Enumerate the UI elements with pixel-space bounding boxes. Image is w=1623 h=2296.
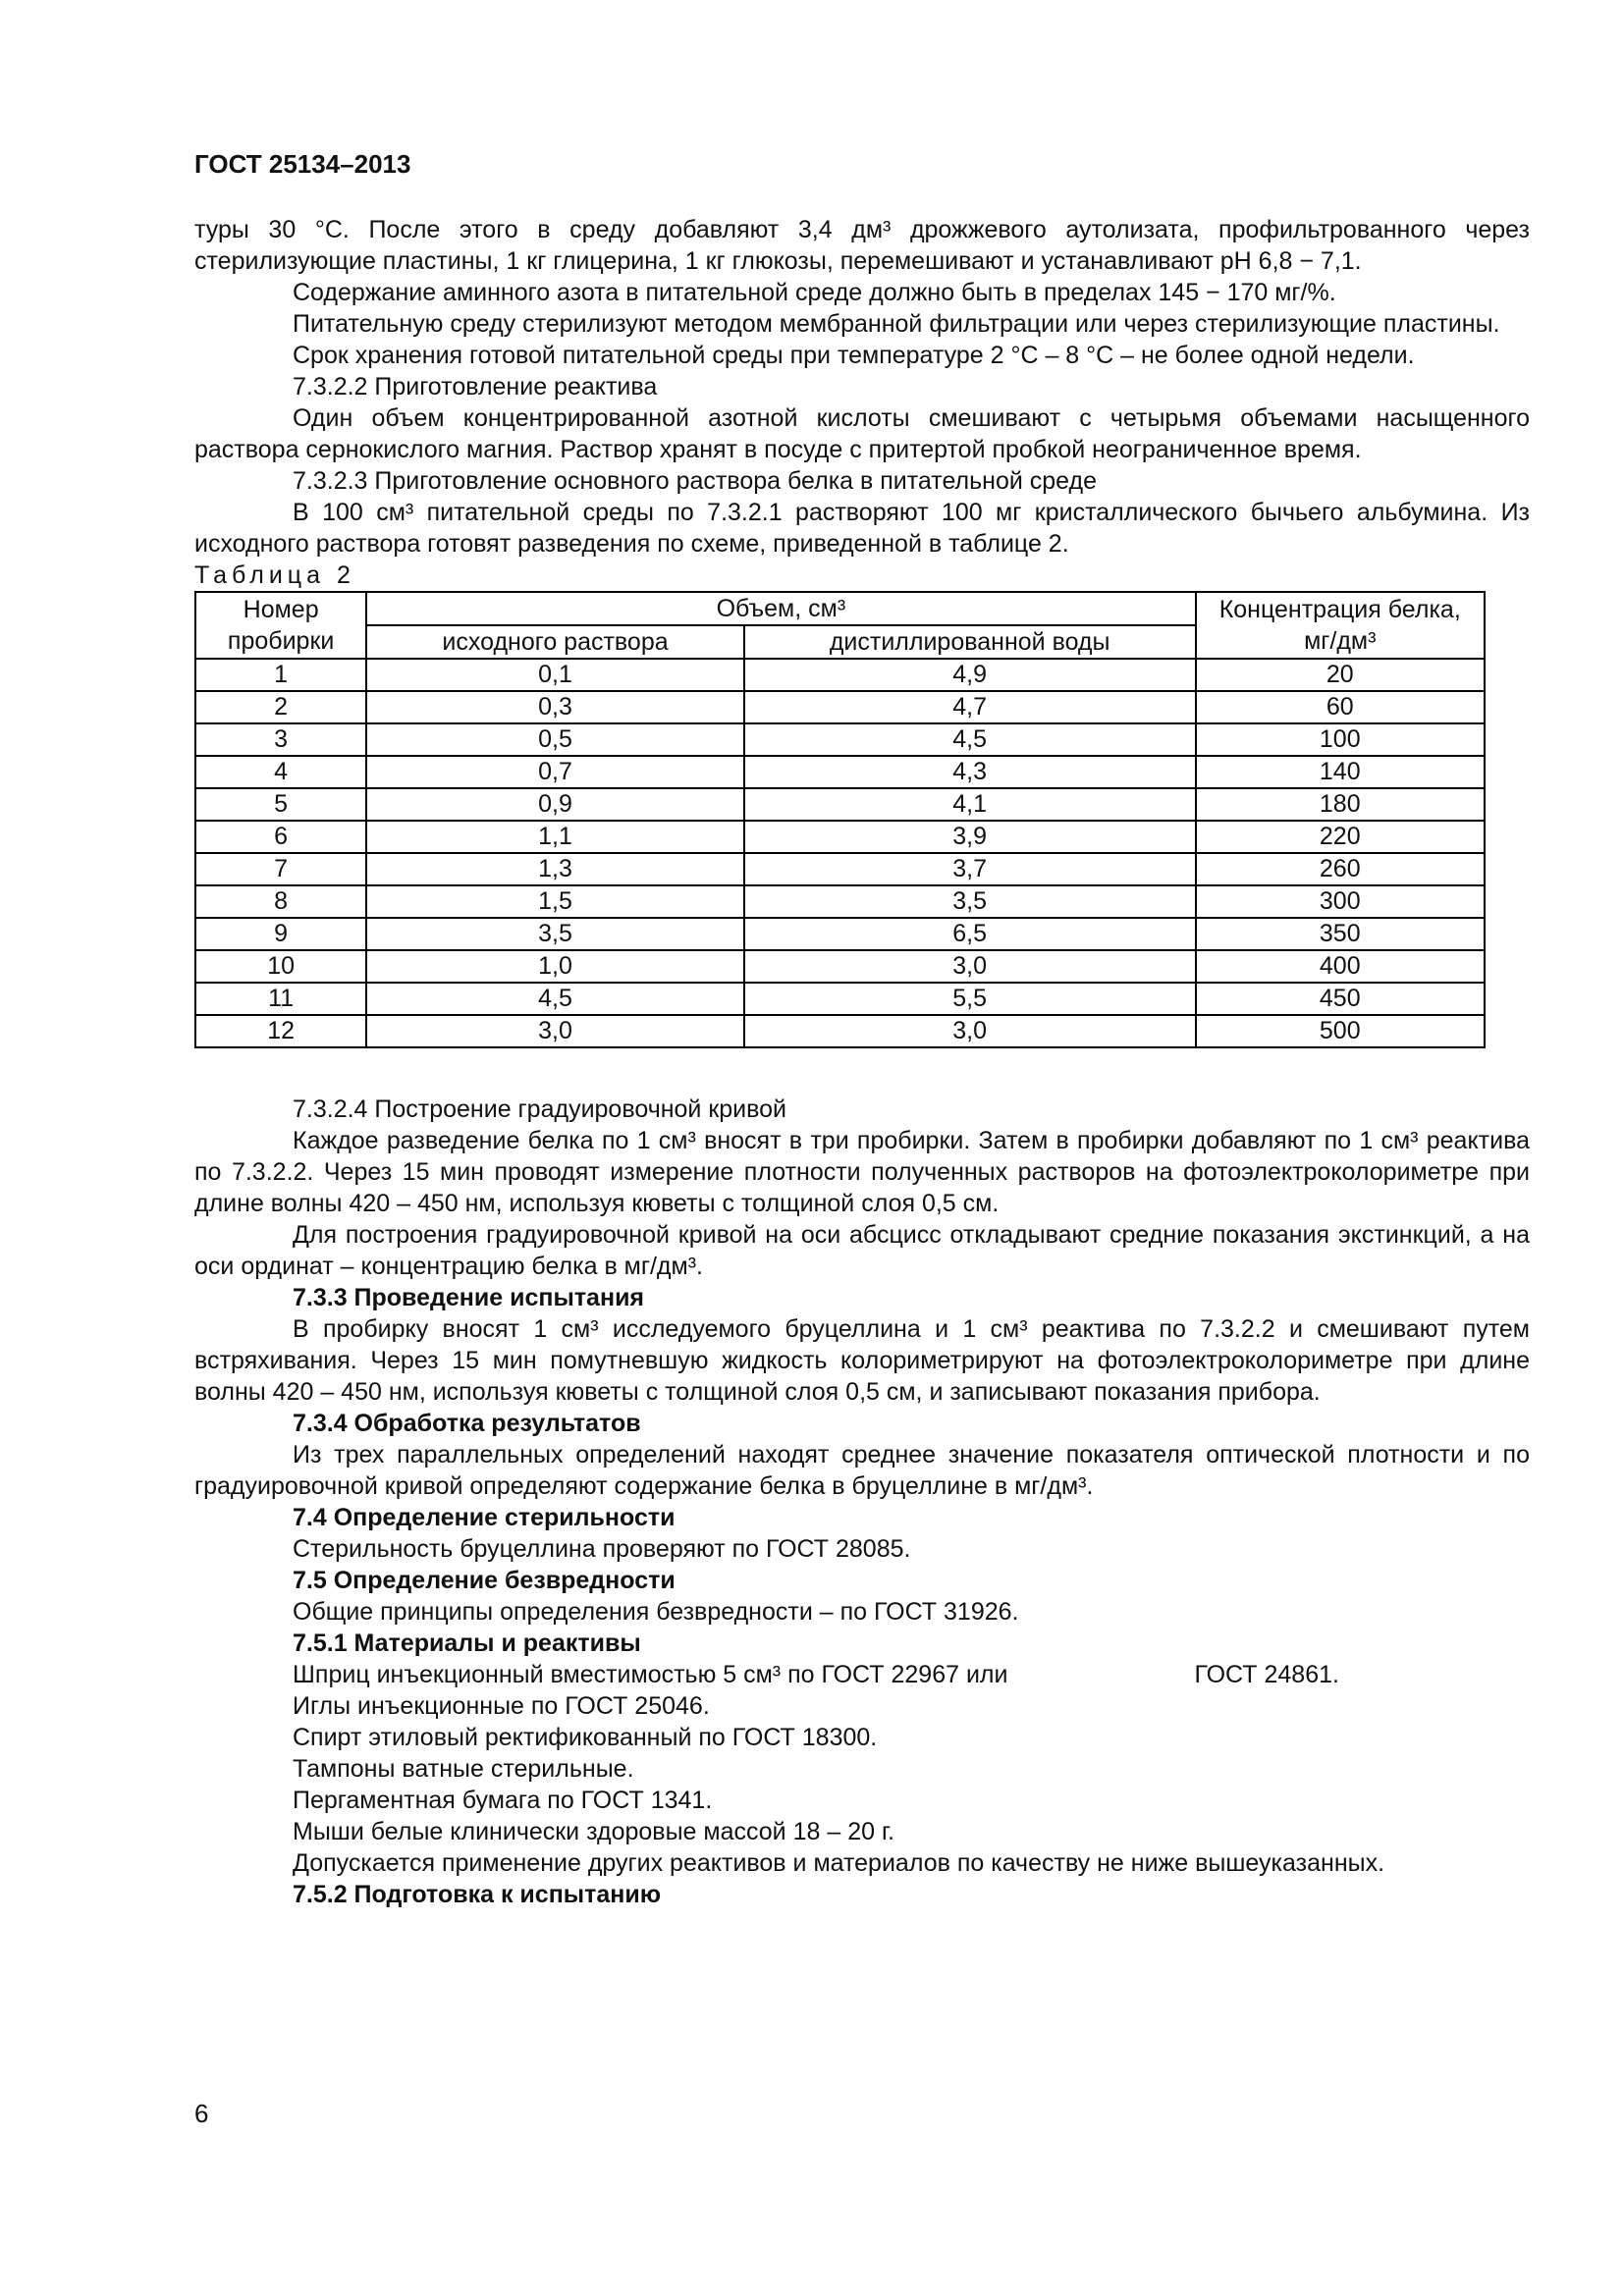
column-header-stock: исходного раствора bbox=[366, 625, 744, 659]
paragraph: Для построения градуировочной кривой на оси абсцисс откладывают средние показания экстинкций, а на оси ординат – концентрацию белка в мг/дм³. bbox=[194, 1221, 1530, 1280]
subsection-title: 7.3.2.4 Построение градуировочной кривой bbox=[293, 1095, 787, 1123]
cell-tube-number: 9 bbox=[195, 918, 366, 950]
paragraph: Тампоны ватные стерильные. bbox=[293, 1755, 634, 1783]
column-header-tube: Номер пробирки bbox=[195, 592, 366, 659]
cell-tube-number: 4 bbox=[195, 756, 366, 788]
cell-concentration: 450 bbox=[1196, 983, 1485, 1015]
cell-stock-volume: 0,1 bbox=[366, 659, 744, 691]
cell-water-volume: 4,3 bbox=[744, 756, 1196, 788]
cell-stock-volume: 3,5 bbox=[366, 918, 744, 950]
cell-stock-volume: 1,3 bbox=[366, 853, 744, 885]
standard-reference: ГОСТ 24861. bbox=[1194, 1661, 1339, 1688]
section-heading: 7.5.2 Подготовка к испытанию bbox=[293, 1881, 662, 1908]
document-body bbox=[194, 214, 1530, 1910]
table-row bbox=[195, 821, 1485, 853]
cell-water-volume: 4,9 bbox=[744, 659, 1196, 691]
cell-concentration: 500 bbox=[1196, 1015, 1485, 1047]
table-row bbox=[195, 885, 1485, 918]
section-heading: 7.3.3 Проведение испытания bbox=[293, 1284, 645, 1311]
cell-concentration: 60 bbox=[1196, 691, 1485, 723]
column-header-volume: Объем, см³ bbox=[366, 592, 1195, 625]
table-row bbox=[195, 756, 1485, 788]
dilution-table bbox=[194, 591, 1486, 1048]
table-row bbox=[195, 788, 1485, 821]
cell-stock-volume: 1,1 bbox=[366, 821, 744, 853]
paragraph: Содержание аминного азота в питательной среде должно быть в пределах 145 − 170 мг/%. bbox=[293, 279, 1336, 306]
cell-tube-number: 7 bbox=[195, 853, 366, 885]
table-row bbox=[195, 983, 1485, 1015]
cell-stock-volume: 3,0 bbox=[366, 1015, 744, 1047]
table-body bbox=[195, 659, 1485, 1047]
column-header-concentration: Концентрация белка, мг/дм³ bbox=[1196, 592, 1485, 659]
cell-water-volume: 3,0 bbox=[744, 950, 1196, 983]
subsection-title: 7.3.2.3 Приготовление основного раствора белка в питательной среде bbox=[293, 467, 1098, 495]
paragraph: Из трех параллельных определений находят среднее значение показателя оптической плотности и по градуировочной кривой определяют содержание белка в бруцеллине в мг/дм³. bbox=[194, 1441, 1530, 1500]
cell-concentration: 220 bbox=[1196, 821, 1485, 853]
paragraph: Срок хранения готовой питательной среды при температуре 2 °С – 8 °С – не более одной недели. bbox=[293, 342, 1415, 369]
cell-water-volume: 3,7 bbox=[744, 853, 1196, 885]
table-row bbox=[195, 918, 1485, 950]
cell-concentration: 180 bbox=[1196, 788, 1485, 821]
cell-concentration: 350 bbox=[1196, 918, 1485, 950]
paragraph: Питательную среду стерилизуют методом мембранной фильтрации или через стерилизующие пластины. bbox=[293, 310, 1500, 338]
paragraph: Допускается применение других реактивов и материалов по качеству не ниже вышеуказанных. bbox=[293, 1849, 1385, 1877]
paragraph: Иглы инъекционные по ГОСТ 25046. bbox=[293, 1692, 710, 1720]
cell-tube-number: 2 bbox=[195, 691, 366, 723]
cell-tube-number: 10 bbox=[195, 950, 366, 983]
cell-stock-volume: 4,5 bbox=[366, 983, 744, 1015]
cell-concentration: 100 bbox=[1196, 723, 1485, 756]
cell-stock-volume: 0,3 bbox=[366, 691, 744, 723]
cell-tube-number: 5 bbox=[195, 788, 366, 821]
cell-water-volume: 5,5 bbox=[744, 983, 1196, 1015]
cell-water-volume: 3,0 bbox=[744, 1015, 1196, 1047]
table-row bbox=[195, 691, 1485, 723]
cell-tube-number: 12 bbox=[195, 1015, 366, 1047]
cell-tube-number: 3 bbox=[195, 723, 366, 756]
cell-concentration: 300 bbox=[1196, 885, 1485, 918]
section-heading: 7.3.4 Обработка результатов bbox=[293, 1410, 641, 1437]
paragraph: Общие принципы определения безвредности – по ГОСТ 31926. bbox=[293, 1598, 1019, 1626]
paragraph: В 100 см³ питательной среды по 7.3.2.1 растворяют 100 мг кристаллического бычьего альбумина. Из исходного раствора готовят разведения по схеме, приведенной в таблице 2. bbox=[194, 499, 1530, 558]
paragraph bbox=[194, 1659, 1530, 1690]
paragraph: Спирт этиловый ректификованный по ГОСТ 18300. bbox=[293, 1724, 878, 1751]
paragraph: В пробирку вносят 1 см³ исследуемого бруцеллина и 1 см³ реактива по 7.3.2.2 и смешивают путем встряхивания. Через 15 мин помутневшую жидкость колориметрируют на фотоэлектроколориметре при длине волны 420 – 450 нм, используя кюветы с толщиной слоя 0,5 см, и записывают показания прибора. bbox=[194, 1315, 1530, 1406]
syringe-text: Шприц инъекционный вместимостью 5 см³ по ГОСТ 22967 или bbox=[293, 1661, 1008, 1688]
cell-concentration: 400 bbox=[1196, 950, 1485, 983]
table-row bbox=[195, 853, 1485, 885]
table-caption: Таблица 2 bbox=[194, 561, 355, 589]
cell-stock-volume: 1,5 bbox=[366, 885, 744, 918]
column-header-water: дистиллированной воды bbox=[744, 625, 1196, 659]
cell-water-volume: 3,5 bbox=[744, 885, 1196, 918]
table-row bbox=[195, 659, 1485, 691]
paragraph: Пергаментная бумага по ГОСТ 1341. bbox=[293, 1787, 713, 1814]
table-row bbox=[195, 950, 1485, 983]
document-header: ГОСТ 25134–2013 bbox=[194, 149, 411, 179]
paragraph: Стерильность бруцеллина проверяют по ГОСТ 28085. bbox=[293, 1535, 911, 1563]
cell-water-volume: 4,7 bbox=[744, 691, 1196, 723]
subsection-title: 7.3.2.2 Приготовление реактива bbox=[293, 373, 658, 400]
section-heading: 7.4 Определение стерильности bbox=[293, 1504, 676, 1531]
cell-concentration: 260 bbox=[1196, 853, 1485, 885]
cell-water-volume: 4,1 bbox=[744, 788, 1196, 821]
paragraph: Мыши белые клинически здоровые массой 18 – 20 г. bbox=[293, 1818, 894, 1845]
table-row bbox=[195, 1015, 1485, 1047]
paragraph: Один объем концентрированной азотной кислоты смешивают с четырьмя объемами насыщенного раствора сернокислого магния. Раствор хранят в посуде с притертой пробкой неограниченное время. bbox=[194, 404, 1530, 463]
cell-stock-volume: 0,9 bbox=[366, 788, 744, 821]
cell-water-volume: 3,9 bbox=[744, 821, 1196, 853]
cell-tube-number: 1 bbox=[195, 659, 366, 691]
cell-stock-volume: 0,7 bbox=[366, 756, 744, 788]
cell-tube-number: 6 bbox=[195, 821, 366, 853]
section-heading: 7.5 Определение безвредности bbox=[293, 1567, 676, 1594]
cell-concentration: 140 bbox=[1196, 756, 1485, 788]
cell-water-volume: 6,5 bbox=[744, 918, 1196, 950]
cell-water-volume: 4,5 bbox=[744, 723, 1196, 756]
cell-concentration: 20 bbox=[1196, 659, 1485, 691]
cell-tube-number: 11 bbox=[195, 983, 366, 1015]
paragraph: Каждое разведение белка по 1 см³ вносят в три пробирки. Затем в пробирки добавляют по 1 см³ реактива по 7.3.2.2. Через 15 мин проводят измерение плотности полученных растворов на фотоэлектроколориметре при длине волны 420 – 450 нм, используя кюветы с толщиной слоя 0,5 см. bbox=[194, 1127, 1530, 1217]
page-number: 6 bbox=[194, 2099, 209, 2128]
table-row bbox=[195, 723, 1485, 756]
cell-stock-volume: 1,0 bbox=[366, 950, 744, 983]
paragraph: туры 30 °С. После этого в среду добавляют 3,4 дм³ дрожжевого аутолизата, профильтрованного через стерилизующие пластины, 1 кг глицерина, 1 кг глюкозы, перемешивают и устанавливают рН 6,8 − 7,1. bbox=[194, 216, 1530, 275]
section-heading: 7.5.1 Материалы и реактивы bbox=[293, 1629, 641, 1657]
cell-stock-volume: 0,5 bbox=[366, 723, 744, 756]
cell-tube-number: 8 bbox=[195, 885, 366, 918]
